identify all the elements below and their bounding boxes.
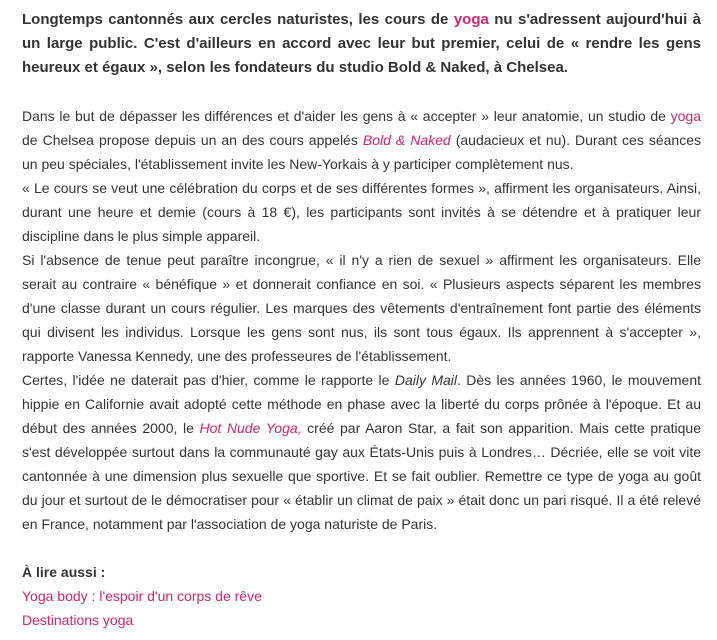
article-lead <box>22 8 701 80</box>
yoga-link[interactable]: yoga <box>670 108 701 124</box>
paragraph-3: Si l'absence de tenue peut paraître incongrue, « il n'y a rien de sexuel » affirment les organisateurs. Elle serait au contraire « bénéfique » et donnerait confiance en soi. « Plusieurs aspects séparent les membres d'une classe durant un cours régulier. Les marques des vêtements d'entraînement font partie des éléments qui divisent les individus. Lorsque les gens sont nus, ils sont tous égaux. Ils apprennent à s'accepter », rapporte Vanessa Kennedy, une des professeures de l'établissement. <box>22 252 701 364</box>
p4-text-3: créé par Aaron Star, a fait son apparition. Mais cette pratique s'est développée surtout dans la communauté gay aux États-Unis puis à Londres… Décriée, elle se voit vite cantonnée à une dimension plus sexuelle que sportive. Et se fait oublier. Remettre ce type de yoga au goût du jour et surtout de le démocratiser pour « établir un climat de paix » était donc un pari risqué. Il a été relevé en France, notamment par l'association de yoga naturiste de Paris. <box>22 420 701 532</box>
lead-text-1: Longtemps cantonnés aux cercles naturistes, les cours de <box>22 11 454 28</box>
read-more-section <box>22 560 701 632</box>
read-more-link-yoga-body[interactable]: Yoga body : l'espoir d'un corps de rêve <box>22 588 262 604</box>
paragraph-1 <box>22 104 701 176</box>
read-more-title: À lire aussi : <box>22 564 106 580</box>
paragraph-2: « Le cours se veut une célébration du corps et de ses différentes formes », affirment les organisateurs. Ainsi, durant une heure et demie (cours à 18 €), les participants sont invités à se détendre et à pratiquer leur discipline dans le plus simple appareil. <box>22 180 701 244</box>
hot-nude-yoga-link[interactable]: Hot Nude Yoga, <box>199 420 302 436</box>
p1-text-1: Dans le but de dépasser les différences et d'aider les gens à « accepter » leur anatomie, un studio de <box>22 108 671 124</box>
read-more-link-destinations-yoga[interactable]: Destinations yoga <box>22 612 134 628</box>
p4-text-2: . Dès les années 1960, le mouvement hippie en Californie avait adopté cette méthode en phase avec la liberté du corps prônée à l'époque. Et au début des années 2000, le <box>22 372 701 436</box>
daily-mail-title: Daily Mail <box>394 372 457 388</box>
p1-text-3: (audacieux et nu). Durant ces séances un peu spéciales, l'établissement invite les New-Yorkais à y participer complètement nus. <box>22 132 701 172</box>
yoga-link-lead[interactable]: yoga <box>453 11 489 28</box>
p4-text-1: Certes, l'idée ne daterait pas d'hier, comme le rapporte le <box>22 372 395 388</box>
bold-naked-link[interactable]: Bold & Naked <box>362 132 451 148</box>
paragraph-4 <box>22 368 701 536</box>
lead-text-2: nu s'adressent aujourd'hui à un large public. C'est d'ailleurs en accord avec leur but premier, celui de « rendre les gens heureux et égaux », selon les fondateurs du studio Bold & Naked, à Chelsea. <box>22 11 701 76</box>
p1-text-2: de Chelsea propose depuis un an des cours appelés <box>22 132 363 148</box>
